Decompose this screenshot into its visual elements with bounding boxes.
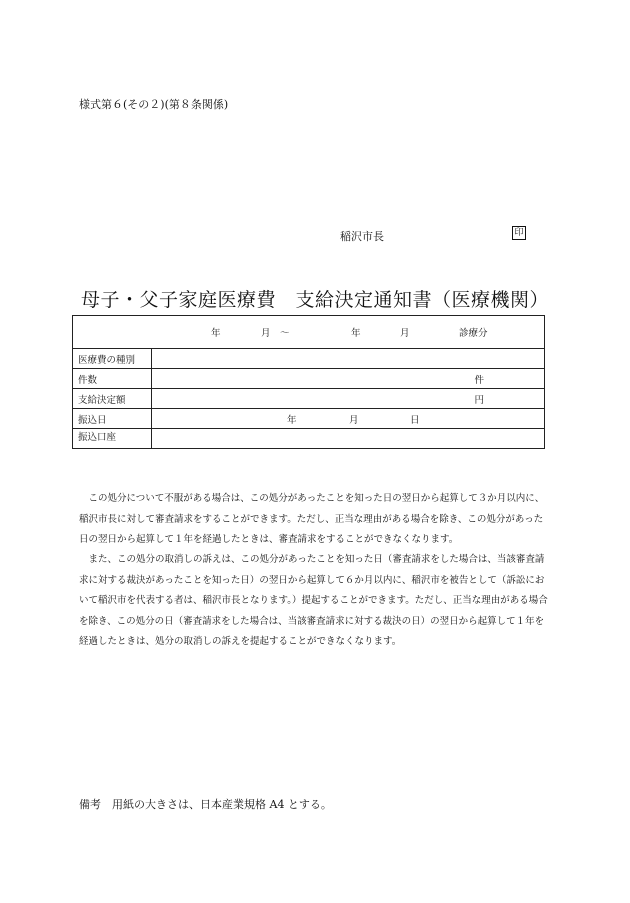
seal-stamp: 印 <box>512 226 526 240</box>
count-unit: 件 <box>474 374 484 386</box>
period-suffix: 診療分 <box>459 328 488 339</box>
period-row <box>73 316 545 349</box>
account-label: 振込口座 <box>73 429 152 449</box>
period-year-1: 年 <box>211 328 221 339</box>
transfer-date-field <box>152 409 545 429</box>
type-row <box>73 349 545 369</box>
document-title: 母子・父子家庭医療費 支給決定通知書（医療機関） <box>80 289 549 311</box>
amount-value-field <box>152 389 545 409</box>
transfer-day: 日 <box>410 415 420 426</box>
account-value-field <box>152 429 545 449</box>
period-cell <box>73 316 545 349</box>
transfer-month: 月 <box>349 415 359 426</box>
type-value-field <box>152 349 545 369</box>
sender-name: 稲沢市長 <box>340 230 384 243</box>
transfer-date-label: 振込日 <box>73 409 152 429</box>
type-label: 医療費の種別 <box>73 349 152 369</box>
period-year-2: 年 <box>351 328 361 339</box>
transfer-year: 年 <box>287 415 297 426</box>
lawsuit-paragraph: また、この処分の取消しの訴えは、この処分があったことを知った日（審査請求をした場合は、当該審査請求に対する裁決があったことを知った日）の翌日から起算して６か月以内に、稲沢市を被告として（訴訟において稲沢市を代表する者は、稲沢市長となります。）提起することができます。ただし、正当な理由がある場合を除き、この処分の日（審査請求をした場合は、当該審査請求に対する裁決の日）の翌日から起算して１年を経過したときは、処分の取消しの訴えを提起することができなくなります。 <box>79 554 548 647</box>
notice-table <box>72 315 545 449</box>
remarks-note: 備考 用紙の大きさは、日本産業規格 A4 とする。 <box>79 798 332 811</box>
amount-unit: 円 <box>474 394 484 406</box>
account-row <box>73 429 545 449</box>
count-row <box>73 369 545 389</box>
amount-row <box>73 389 545 409</box>
appeal-paragraph: この処分について不服がある場合は、この処分があったことを知った日の翌日から起算して３か月以内に、稲沢市長に対して審査請求をすることができます。ただし、正当な理由がある場合を除き、この処分があった日の翌日から起算して１年を経過したときは、審査請求をすることができなくなります。 <box>79 493 545 545</box>
period-month-2: 月 <box>400 328 410 339</box>
amount-label: 支給決定額 <box>73 389 152 409</box>
period-month-1: 月 ～ <box>261 328 290 339</box>
count-value-field <box>152 369 545 389</box>
count-label: 件数 <box>73 369 152 389</box>
transfer-date-row <box>73 409 545 429</box>
form-number: 様式第６(その２)(第８条関係) <box>79 98 229 111</box>
